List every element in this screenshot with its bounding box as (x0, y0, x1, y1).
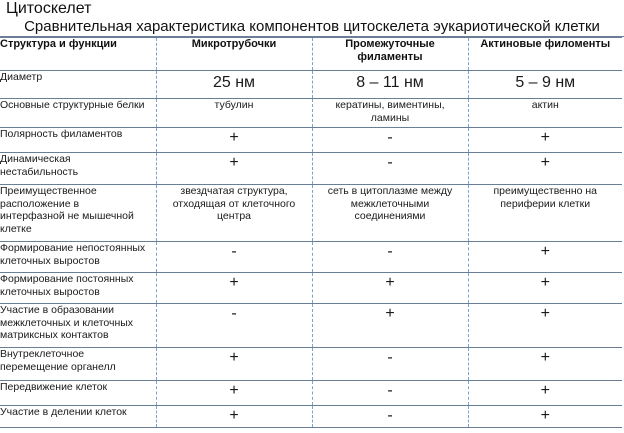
intermediate-filaments-value: - (312, 128, 468, 153)
row-feature-label: Формирование непостоянных клеточных выростов (0, 242, 156, 273)
table-row (0, 185, 622, 242)
table-row (0, 128, 622, 153)
table-row (0, 304, 622, 348)
intermediate-filaments-value: + (312, 304, 468, 348)
row-feature-label: Преимущественное расположение в интерфазной не мышечной клетке (0, 185, 156, 242)
actin-filaments-value: + (468, 348, 622, 381)
intermediate-filaments-value: - (312, 406, 468, 428)
microtubules-value: + (156, 348, 312, 381)
table-row (0, 406, 622, 428)
actin-filaments-value: преимущественно на периферии клетки (468, 185, 622, 242)
table-row (0, 273, 622, 304)
row-feature-label: Внутреклеточное перемещение органелл (0, 348, 156, 381)
microtubules-value: + (156, 381, 312, 406)
page-title: Цитоскелет (6, 0, 92, 17)
intermediate-filaments-value: - (312, 242, 468, 273)
row-feature-label: Передвижение клеток (0, 381, 156, 406)
row-feature-label: Основные структурные белки (0, 99, 156, 128)
comparison-table (0, 37, 622, 428)
row-feature-label: Формирование постоянных клеточных выростов (0, 273, 156, 304)
actin-filaments-value: + (468, 304, 622, 348)
actin-filaments-value: + (468, 406, 622, 428)
intermediate-filaments-value: кератины, виментины, ламины (312, 99, 468, 128)
microtubules-value: + (156, 273, 312, 304)
table-row (0, 242, 622, 273)
microtubules-value: 25 нм (156, 71, 312, 99)
header-intermediate-filaments-text: Промежуточные филаменты (345, 38, 435, 63)
row-feature-label: Участие в образовании межклеточных и клеточных матриксных контактов (0, 304, 156, 348)
microtubules-value: + (156, 406, 312, 428)
microtubules-value: - (156, 242, 312, 273)
intermediate-filaments-value: - (312, 381, 468, 406)
row-feature-label: Диаметр (0, 71, 156, 99)
header-structure-function: Структура и функции (0, 38, 156, 71)
intermediate-filaments-value: 8 – 11 нм (312, 71, 468, 99)
actin-filaments-value: + (468, 273, 622, 304)
table-row (0, 348, 622, 381)
microtubules-value: тубулин (156, 99, 312, 128)
microtubules-value: + (156, 153, 312, 185)
header-microtubules: Микротрубочки (156, 38, 312, 71)
table-header-row (0, 38, 622, 71)
row-feature-label: Участие в делении клеток (0, 406, 156, 428)
table-row (0, 99, 622, 128)
header-intermediate-filaments (312, 38, 468, 71)
actin-filaments-value: + (468, 153, 622, 185)
header-actin-filaments: Актиновые филоменты (468, 38, 622, 71)
microtubules-value: - (156, 304, 312, 348)
actin-filaments-value: + (468, 128, 622, 153)
table-row (0, 71, 622, 99)
row-feature-label: Динамическая нестабильность (0, 153, 156, 185)
actin-filaments-value: + (468, 381, 622, 406)
actin-filaments-value: + (468, 242, 622, 273)
intermediate-filaments-value: сеть в цитоплазме между межклеточными соединениями (312, 185, 468, 242)
table-row (0, 381, 622, 406)
actin-filaments-value: актин (468, 99, 622, 128)
table-caption: Сравнительная характеристика компонентов цитоскелета эукариотической клетки (24, 18, 600, 35)
microtubules-value: звездчатая структура, отходящая от клеточного центра (156, 185, 312, 242)
microtubules-value: + (156, 128, 312, 153)
row-feature-label: Полярность филаментов (0, 128, 156, 153)
intermediate-filaments-value: - (312, 348, 468, 381)
actin-filaments-value: 5 – 9 нм (468, 71, 622, 99)
intermediate-filaments-value: + (312, 273, 468, 304)
intermediate-filaments-value: - (312, 153, 468, 185)
table-row (0, 153, 622, 185)
